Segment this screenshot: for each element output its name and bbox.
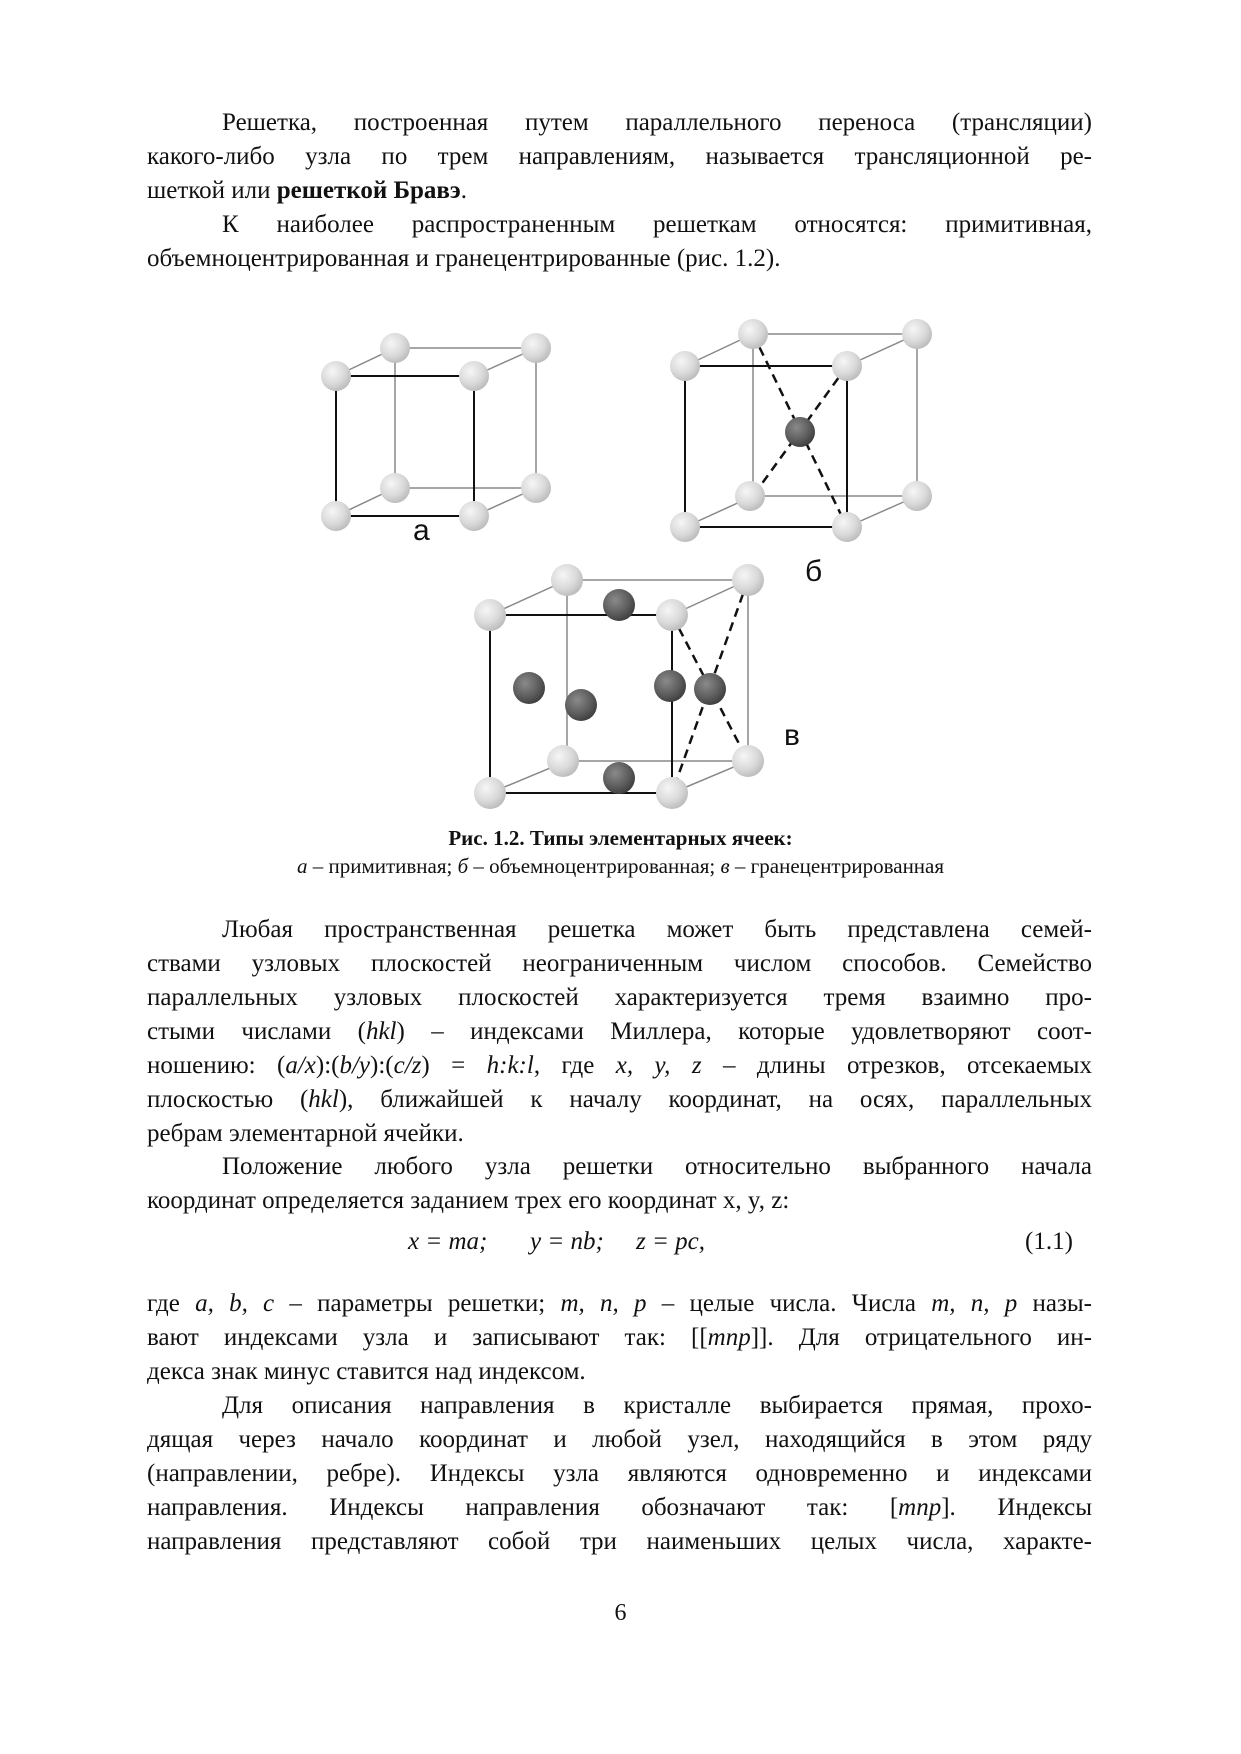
text-line	[147, 1491, 1092, 1525]
text-line	[147, 1049, 1092, 1083]
math-span: hkl	[308, 1086, 339, 1113]
text-line	[147, 1287, 1092, 1321]
text-line: ствами узловых плоскостей неограниченным числом способов. Семейство	[147, 950, 1092, 977]
text-span: шеткой или	[147, 177, 277, 204]
math-span: h:k:l	[486, 1052, 534, 1079]
text-line: Решетка, построенная путем параллельного переноса (трансляции)	[222, 109, 1092, 136]
page-number: 6	[614, 1600, 627, 1626]
figure-caption-legend	[0, 854, 1241, 879]
text-line: какого-либо узла по трем направлениям, называется трансляционной ре-	[147, 143, 1092, 170]
math-span: hkl	[365, 1018, 397, 1045]
atom-face-centers	[513, 589, 726, 794]
text-span: направления. Индексы направления обозначают так: [	[147, 1494, 899, 1521]
math-span: mnp	[898, 1494, 942, 1521]
caption-key: а	[296, 854, 308, 878]
caption-text: – гранецентрированная	[729, 854, 945, 878]
text-line: дящая через начало координат и любой узел, находящийся в этом ряду	[147, 1426, 1092, 1453]
bold-term: решеткой Бравэ	[276, 177, 461, 204]
text-line: объемноцентрированная и гранецентрированные (рис. 1.2).	[147, 245, 781, 272]
math-span: a/x	[285, 1052, 316, 1079]
text-span: плоскостью (	[147, 1086, 309, 1113]
caption-key: б	[457, 854, 469, 878]
math-span: mnp	[707, 1324, 751, 1351]
equation-part-y: y = nb;	[530, 1228, 604, 1255]
text-line: К наиболее распространенным решеткам относятся: примитивная,	[222, 211, 1092, 238]
text-span: – длины отрезков, отсекаемых	[701, 1052, 1092, 1079]
cell-body-centered	[670, 319, 932, 588]
text-line: Положение любого узла решетки относительно выбранного начала	[222, 1153, 1092, 1180]
text-span: ) =	[421, 1052, 487, 1079]
text-span: – целые числа. Числа	[646, 1290, 932, 1317]
math-span: a, b, c	[195, 1290, 275, 1317]
text-line: Для описания направления в кристалле выбирается прямая, прохо-	[222, 1392, 1092, 1419]
text-line: координат определяется заданием трех его координат x, y, z:	[147, 1187, 790, 1214]
math-span: m, n, p	[931, 1290, 1018, 1317]
cell-face-centered	[474, 564, 800, 809]
text-span: назы-	[1017, 1290, 1093, 1317]
text-line: направления представляют собой три наименьших целых числа, характе-	[147, 1528, 1092, 1555]
label-b: б	[805, 555, 823, 588]
caption-key: в	[720, 854, 730, 878]
equation-part-x: x = ma;	[408, 1228, 488, 1255]
text-line: (направлении, ребре). Индексы узла являются одновременно и индексами	[147, 1460, 1092, 1487]
text-span: – параметры решетки;	[274, 1290, 561, 1317]
text-span: где	[147, 1290, 196, 1317]
paragraph-node-position	[147, 1150, 1092, 1218]
caption-text: – примитивная;	[307, 854, 458, 878]
text-span: , где	[533, 1052, 616, 1079]
text-span: ) – индексами Миллера, которые удовлетворяют соот-	[396, 1018, 1092, 1045]
text-span: ношению: (	[147, 1052, 286, 1079]
text-line: декса знак минус ставится над индексом.	[147, 1358, 586, 1385]
math-span: x, y, z	[615, 1052, 702, 1079]
text-span: вают индексами узла и записывают так: [[	[147, 1324, 708, 1351]
text-line: параллельных узловых плоскостей характеризуется тремя взаимно про-	[147, 984, 1092, 1011]
equation-part-z: z = pc,	[636, 1228, 705, 1255]
text-span: .	[460, 177, 467, 204]
text-line	[147, 1083, 1092, 1117]
label-c: в	[784, 719, 800, 752]
label-a: а	[413, 514, 430, 547]
text-line	[147, 1321, 1092, 1355]
text-span: ]]. Для отрицательного ин-	[750, 1324, 1093, 1351]
text-span: ), ближайшей к началу координат, на осях, параллельных	[338, 1086, 1092, 1113]
equation-number: (1.1)	[1025, 1228, 1073, 1255]
text-span: ):(	[315, 1052, 340, 1079]
text-span: ):(	[370, 1052, 394, 1079]
atom-corner-group	[321, 333, 551, 531]
atom-body-center	[785, 417, 815, 447]
math-span: b/y	[339, 1052, 371, 1079]
paragraph-miller-indices	[147, 913, 1092, 1151]
caption-text: – объемноцентрированная;	[468, 854, 721, 878]
text-span: ]. Индексы	[941, 1494, 1092, 1521]
paragraph-node-indices	[147, 1287, 1092, 1389]
text-line: Любая пространственная решетка может быть представлена семей-	[222, 916, 1092, 943]
math-span: c/z	[393, 1052, 422, 1079]
text-span: стыми числами (	[147, 1018, 366, 1045]
text-line: ребрам элементарной ячейки.	[147, 1120, 464, 1147]
cell-primitive	[321, 333, 551, 547]
paragraph-direction-indices	[147, 1389, 1092, 1559]
math-span: m, n, p	[560, 1290, 647, 1317]
figure-caption-title: Рис. 1.2. Типы элементарных ячеек:	[448, 826, 793, 850]
text-line	[147, 1015, 1092, 1049]
